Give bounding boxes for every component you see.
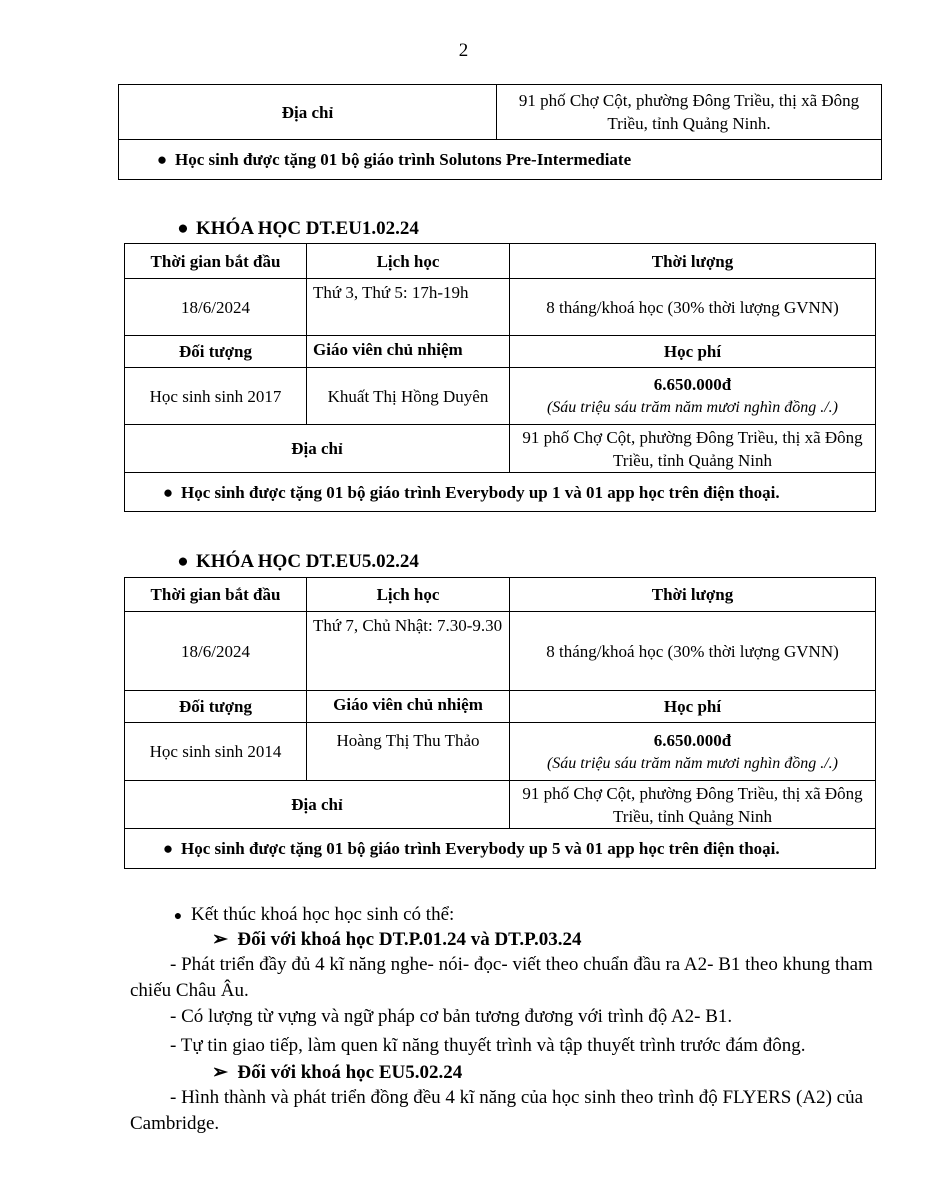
course2-table bbox=[124, 577, 876, 869]
duration: 8 tháng/khoá học (30% thời lượng GVNN) bbox=[510, 612, 876, 691]
header-start: Thời gian bắt đầu bbox=[125, 578, 307, 612]
outcomes-subheading-1: ➢ Đối với khoá học DT.P.01.24 và DT.P.03.24 bbox=[212, 929, 582, 950]
fee-cell bbox=[510, 368, 876, 425]
schedule: Thứ 3, Thứ 5: 17h-19h bbox=[307, 279, 510, 336]
fee-words: (Sáu triệu sáu trăm năm mươi nghìn đồng ./.) bbox=[546, 399, 839, 416]
header-teacher: Giáo viên chủ nhiệm bbox=[307, 691, 510, 723]
address-label: Địa chỉ bbox=[125, 425, 510, 473]
schedule: Thứ 7, Chủ Nhật: 7.30-9.30 bbox=[307, 612, 510, 691]
header-duration: Thời lượng bbox=[510, 244, 876, 279]
outcome-paragraph-1: - Phát triển đầy đủ 4 kĩ năng nghe- nói- đọc- viết theo chuẩn đầu ra A2- B1 theo khung tham chiếu Châu Âu. bbox=[130, 954, 873, 1001]
header-fee: Học phí bbox=[510, 336, 876, 368]
address-value: 91 phố Chợ Cột, phường Đông Triều, thị xã Đông Triều, tỉnh Quảng Ninh. bbox=[497, 85, 882, 140]
target: Học sinh sinh 2017 bbox=[125, 368, 307, 425]
duration: 8 tháng/khoá học (30% thời lượng GVNN) bbox=[510, 279, 876, 336]
outcome-paragraph-3: - Tự tin giao tiếp, làm quen kĩ năng thuyết trình và tập thuyết trình trước đám đông. bbox=[170, 1035, 806, 1056]
teacher: Khuất Thị Hồng Duyên bbox=[307, 368, 510, 425]
bullet-icon: ● bbox=[156, 150, 168, 169]
fee: 6.650.000đ bbox=[653, 730, 732, 750]
address-label: Địa chỉ bbox=[125, 781, 510, 829]
bullet-icon: ● bbox=[177, 551, 189, 572]
outcomes-intro: ● Kết thúc khoá học học sinh có thể: bbox=[165, 902, 454, 930]
fee-words: (Sáu triệu sáu trăm năm mươi nghìn đồng ./.) bbox=[546, 754, 839, 772]
bullet-icon: ● bbox=[173, 909, 183, 924]
course2-heading: ● KHÓA HỌC DT.EU5.02.24 bbox=[170, 551, 419, 573]
start-date: 18/6/2024 bbox=[125, 279, 307, 336]
outcome-paragraph-4: - Hình thành và phát triển đồng đều 4 kĩ năng của học sinh theo trình độ FLYERS (A2) của Cambridge. bbox=[130, 1087, 864, 1134]
bullet-icon: ● bbox=[177, 218, 189, 239]
gift-note: ● Học sinh được tặng 01 bộ giáo trình Everybody up 5 và 01 app học trên điện thoại. bbox=[125, 829, 876, 869]
bullet-icon: ● bbox=[162, 839, 174, 858]
course1-heading: ● KHÓA HỌC DT.EU1.02.24 bbox=[170, 218, 419, 240]
address-value: 91 phố Chợ Cột, phường Đông Triều, thị xã Đông Triều, tỉnh Quảng Ninh bbox=[510, 781, 876, 829]
address-value: 91 phố Chợ Cột, phường Đông Triều, thị xã Đông Triều, tỉnh Quảng Ninh bbox=[510, 425, 876, 473]
fee: 6.650.000đ bbox=[653, 375, 732, 394]
address-label: Địa chỉ bbox=[119, 85, 497, 140]
header-fee: Học phí bbox=[510, 691, 876, 723]
gift-note: ● Học sinh được tặng 01 bộ giáo trình Solutons Pre-Intermediate bbox=[119, 140, 882, 180]
fee-cell bbox=[510, 723, 876, 781]
start-date: 18/6/2024 bbox=[125, 612, 307, 691]
arrow-icon: ➢ bbox=[212, 929, 228, 950]
header-duration: Thời lượng bbox=[510, 578, 876, 612]
course1-table bbox=[124, 243, 876, 512]
gift-note: ● Học sinh được tặng 01 bộ giáo trình Everybody up 1 và 01 app học trên điện thoại. bbox=[125, 473, 876, 512]
header-teacher: Giáo viên chủ nhiệm bbox=[307, 336, 510, 368]
header-schedule: Lịch học bbox=[307, 244, 510, 279]
target: Học sinh sinh 2014 bbox=[125, 723, 307, 781]
header-schedule: Lịch học bbox=[307, 578, 510, 612]
outcomes-subheading-2: ➢ Đối với khoá học EU5.02.24 bbox=[212, 1062, 463, 1083]
header-target: Đối tượng bbox=[125, 691, 307, 723]
teacher: Hoàng Thị Thu Thảo bbox=[307, 723, 510, 781]
header-target: Đối tượng bbox=[125, 336, 307, 368]
continuation-table bbox=[118, 84, 882, 180]
outcome-paragraph-2: - Có lượng từ vựng và ngữ pháp cơ bản tương đương với trình độ A2- B1. bbox=[170, 1006, 733, 1027]
page-number: 2 bbox=[458, 40, 469, 61]
arrow-icon: ➢ bbox=[212, 1062, 228, 1083]
bullet-icon: ● bbox=[162, 482, 174, 502]
header-start: Thời gian bắt đầu bbox=[125, 244, 307, 279]
